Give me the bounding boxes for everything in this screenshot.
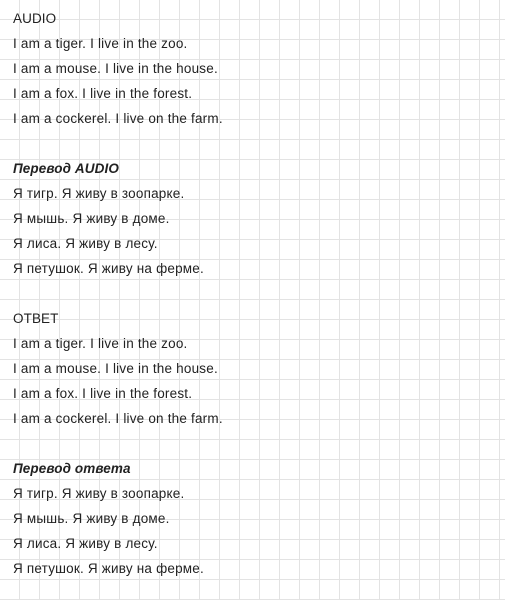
- text-line: I am a fox. I live in the forest.: [13, 86, 193, 101]
- text-line: Я мышь. Я живу в доме.: [13, 211, 170, 226]
- section-audio: [13, 6, 493, 131]
- text-line: Я тигр. Я живу в зоопарке.: [13, 486, 185, 501]
- section-heading: Перевод ответа: [13, 461, 131, 476]
- section-answer: [13, 306, 493, 431]
- text-line: Я петушок. Я живу на ферме.: [13, 261, 204, 276]
- document-body: [13, 6, 493, 581]
- text-line: Я мышь. Я живу в доме.: [13, 511, 170, 526]
- section-heading: AUDIO: [13, 11, 57, 26]
- text-line: Я тигр. Я живу в зоопарке.: [13, 186, 185, 201]
- text-line: I am a cockerel. I live on the farm.: [13, 411, 223, 426]
- text-line: I am a tiger. I live in the zoo.: [13, 336, 188, 351]
- section-spacer: [13, 431, 493, 456]
- text-line: Я лиса. Я живу в лесу.: [13, 536, 158, 551]
- section-spacer: [13, 281, 493, 306]
- text-line: I am a fox. I live in the forest.: [13, 386, 193, 401]
- text-line: Я петушок. Я живу на ферме.: [13, 561, 204, 576]
- section-heading: Перевод AUDIO: [13, 161, 119, 176]
- text-line: I am a tiger. I live in the zoo.: [13, 36, 188, 51]
- text-line: Я лиса. Я живу в лесу.: [13, 236, 158, 251]
- text-line: I am a cockerel. I live on the farm.: [13, 111, 223, 126]
- section-audio-translation: [13, 156, 493, 281]
- section-answer-translation: [13, 456, 493, 581]
- section-spacer: [13, 131, 493, 156]
- text-line: I am a mouse. I live in the house.: [13, 361, 218, 376]
- section-heading: ОТВЕТ: [13, 311, 59, 326]
- text-line: I am a mouse. I live in the house.: [13, 61, 218, 76]
